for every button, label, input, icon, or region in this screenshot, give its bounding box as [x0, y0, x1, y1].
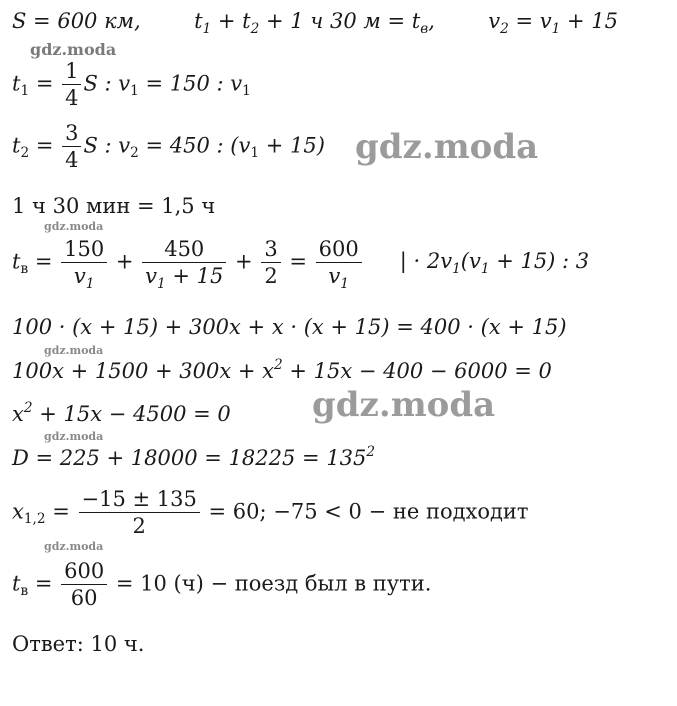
answer-line: Ответ: 10 ч.	[12, 632, 145, 656]
time-conversion: 1 ч 30 мин = 1,5 ч	[12, 194, 216, 218]
collected-equation: $100x + 1500 + 300x + x^2 + 15x - 400 - 6000 = 0$	[12, 357, 552, 383]
fraction-three-quarters: $\frac{3}{4}$	[62, 120, 81, 174]
watermark-small-3: gdz.moda	[44, 430, 104, 443]
fraction-roots: $\frac{-15 \pm 135}{2}$	[79, 486, 200, 540]
fraction-600-v1: $\frac{600}{v_1}$	[316, 236, 362, 290]
given-line	[12, 9, 618, 37]
speed-relation: $v_2 = v_1 + 15$	[488, 9, 618, 37]
quadratic-equation: $x^2 + 15x - 4500 = 0$	[12, 400, 231, 426]
tv-equation: $t_в$ = $\frac{150}{v_1}$ + $\frac{450}{v_1 + 15}$ + $\frac{3}{2}$ = $\frac{600}{v_1}$ | · $2v_1(v_1 + 15)$ : 3	[12, 237, 590, 293]
travel-time: $t_в$ = $\frac{600}{60}$ = 10 (ч) − поезд был в пути.	[12, 559, 432, 611]
fraction-450: $\frac{450}{v_1 + 15}$	[142, 236, 226, 290]
watermark-small-1: gdz.moda	[44, 220, 104, 233]
multiplier-note: | · $2v_1(v_1 + 15)$ : 3	[399, 249, 590, 278]
fraction-600-60: $\frac{600}{60}$	[61, 558, 107, 612]
t1-equation: $t_1$ = $\frac{1}{4}$ S : $v_1 = 150$ : $v_1$	[12, 59, 251, 111]
watermark-top: gdz.moda	[30, 40, 117, 59]
watermark-small-4: gdz.moda	[44, 540, 104, 553]
discriminant: $D = 225 + 18000 = 18225 = 135^2$	[12, 444, 376, 470]
fraction-150-v1: $\frac{150}{v_1}$	[61, 236, 107, 290]
watermark-small-2: gdz.moda	[44, 344, 104, 357]
expanded-equation: 100 · (x + 15) + 300x + x · (x + 15) = 400 · (x + 15)	[12, 315, 567, 339]
watermark-center-1: gdz.moda	[355, 127, 539, 167]
time-equation: $t_1 + t_2 + 1$ ч 30 $м = t_в$,	[194, 9, 435, 37]
t2-equation: $t_2$ = $\frac{3}{4}$ S : $v_2 = 450$ : $(v_1 + 15)$	[12, 121, 325, 173]
fraction-one-quarter: $\frac{1}{4}$	[62, 58, 81, 112]
watermark-center-2: gdz.moda	[312, 385, 496, 425]
fraction-three-halves: $\frac{3}{2}$	[261, 236, 280, 290]
given-distance: S = 600 км,	[12, 9, 141, 33]
roots-equation: $x_{1,2}$ = $\frac{-15 \pm 135}{2}$ = 60; −75 < 0 − не подходит	[12, 487, 529, 539]
